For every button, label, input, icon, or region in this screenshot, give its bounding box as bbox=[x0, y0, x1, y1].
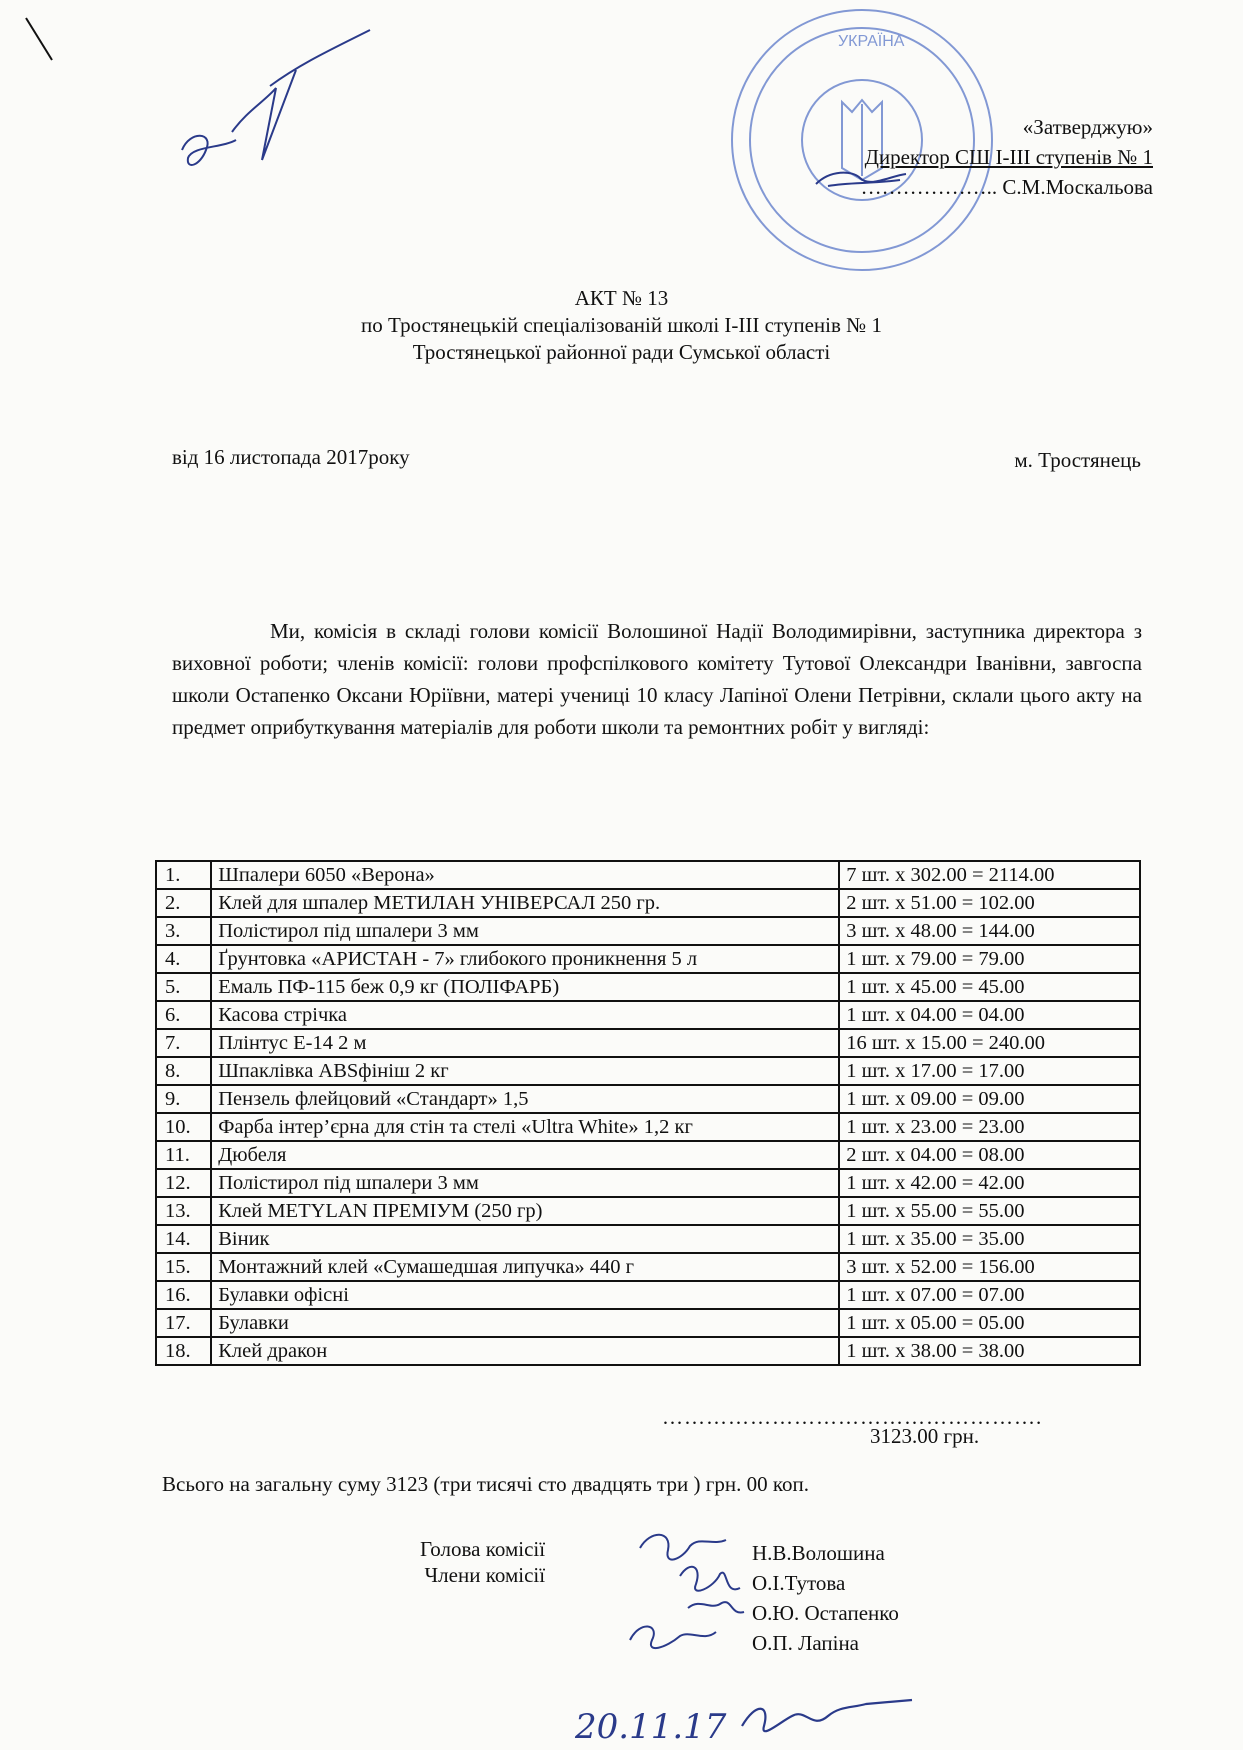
item-name: Клей дракон bbox=[211, 1337, 839, 1365]
signer-name: О.П. Лапіна bbox=[752, 1631, 859, 1655]
commission-signatures bbox=[630, 1535, 744, 1648]
item-name: Пензель флейцовий «Стандарт» 1,5 bbox=[211, 1085, 839, 1113]
sum-value: 3123.00 грн. bbox=[870, 1424, 980, 1448]
item-name: Полістирол під шпалери 3 мм bbox=[211, 917, 839, 945]
table-row bbox=[156, 861, 1140, 889]
table-row bbox=[156, 1169, 1140, 1197]
table-row bbox=[156, 1141, 1140, 1169]
approval-signature-line: ……………….. С.М.Москальова bbox=[860, 175, 1153, 199]
items-table bbox=[155, 860, 1141, 1366]
item-number: 11. bbox=[156, 1141, 211, 1169]
item-number: 6. bbox=[156, 1001, 211, 1029]
total-amount-text: Всього на загальну суму 3123 (три тисячі сто двадцять три ) грн. 00 коп. bbox=[162, 1472, 809, 1496]
table-row bbox=[156, 1197, 1140, 1225]
item-name: Монтажний клей «Сумашедшая липучка» 440 г bbox=[211, 1253, 839, 1281]
table-row bbox=[156, 1281, 1140, 1309]
item-number: 8. bbox=[156, 1057, 211, 1085]
table-row bbox=[156, 1057, 1140, 1085]
table-row bbox=[156, 1001, 1140, 1029]
item-name: Клей METYLAN ПРЕМІУМ (250 гр) bbox=[211, 1197, 839, 1225]
item-calculation: 1 шт. х 38.00 = 38.00 bbox=[839, 1337, 1140, 1365]
item-number: 16. bbox=[156, 1281, 211, 1309]
item-name: Шпалери 6050 «Верона» bbox=[211, 861, 839, 889]
item-name: Булавки bbox=[211, 1309, 839, 1337]
item-calculation: 3 шт. х 52.00 = 156.00 bbox=[839, 1253, 1140, 1281]
table-row bbox=[156, 1309, 1140, 1337]
item-number: 17. bbox=[156, 1309, 211, 1337]
item-calculation: 16 шт. х 15.00 = 240.00 bbox=[839, 1029, 1140, 1057]
table-row bbox=[156, 1253, 1140, 1281]
item-name: Емаль ПФ-115 беж 0,9 кг (ПОЛІФАРБ) bbox=[211, 973, 839, 1001]
approval-label: «Затверджую» bbox=[1022, 115, 1153, 139]
table-row bbox=[156, 1029, 1140, 1057]
document-city: м. Тростянець bbox=[1014, 448, 1141, 472]
approval-block bbox=[861, 112, 1153, 202]
item-name: Віник bbox=[211, 1225, 839, 1253]
signer-name: Н.В.Волошина bbox=[752, 1541, 885, 1565]
item-name: Шпаклівка ABSфініш 2 кг bbox=[211, 1057, 839, 1085]
chair-label: Голова комісії bbox=[420, 1537, 546, 1561]
item-calculation: 1 шт. х 55.00 = 55.00 bbox=[839, 1197, 1140, 1225]
document-date: від 16 листопада 2017року bbox=[172, 445, 410, 469]
item-calculation: 1 шт. х 09.00 = 09.00 bbox=[839, 1085, 1140, 1113]
table-row bbox=[156, 945, 1140, 973]
item-number: 7. bbox=[156, 1029, 211, 1057]
item-calculation: 1 шт. х 35.00 = 35.00 bbox=[839, 1225, 1140, 1253]
item-name: Касова стрічка bbox=[211, 1001, 839, 1029]
corner-mark bbox=[26, 18, 52, 60]
item-name: Дюбеля bbox=[211, 1141, 839, 1169]
sum-dots: ……………………………………………. bbox=[662, 1405, 1043, 1429]
item-calculation: 2 шт. х 51.00 = 102.00 bbox=[839, 889, 1140, 917]
table-row bbox=[156, 1085, 1140, 1113]
signer-name: О.Ю. Остапенко bbox=[752, 1601, 899, 1625]
item-name: Полістирол під шпалери 3 мм bbox=[211, 1169, 839, 1197]
item-calculation: 1 шт. х 17.00 = 17.00 bbox=[839, 1057, 1140, 1085]
svg-text:УКРАЇНА: УКРАЇНА bbox=[838, 33, 905, 50]
signature-roles bbox=[420, 1536, 545, 1588]
item-calculation: 1 шт. х 45.00 = 45.00 bbox=[839, 973, 1140, 1001]
approval-position: Директор СШ І-ІІІ ступенів № 1 bbox=[864, 145, 1153, 169]
document-subtitle-2: Тростянецької районної ради Сумської області bbox=[412, 340, 831, 364]
item-number: 3. bbox=[156, 917, 211, 945]
item-number: 4. bbox=[156, 945, 211, 973]
item-number: 14. bbox=[156, 1225, 211, 1253]
item-calculation: 2 шт. х 04.00 = 08.00 bbox=[839, 1141, 1140, 1169]
resolution-signature bbox=[182, 30, 370, 165]
item-name: Фарба інтер’єрна для стін та стелі «Ultra White» 1,2 кг bbox=[211, 1113, 839, 1141]
signature-names bbox=[752, 1538, 899, 1658]
table-row bbox=[156, 1225, 1140, 1253]
item-name: Ґрунтовка «АРИСТАН - 7» глибокого проникнення 5 л bbox=[211, 945, 839, 973]
item-calculation: 1 шт. х 07.00 = 07.00 bbox=[839, 1281, 1140, 1309]
svg-text:20.11.17: 20.11.17 bbox=[575, 1707, 727, 1747]
document-header bbox=[0, 285, 1243, 366]
signer-name: О.І.Тутова bbox=[752, 1571, 846, 1595]
document-subtitle-1: по Тростянецькій спеціалізованій школі І-ІІІ ступенів № 1 bbox=[361, 313, 882, 337]
item-number: 18. bbox=[156, 1337, 211, 1365]
table-row bbox=[156, 917, 1140, 945]
item-calculation: 3 шт. х 48.00 = 144.00 bbox=[839, 917, 1140, 945]
intro-paragraph: Ми, комісія в складі голови комісії Волошиної Надії Володимирівни, заступника директора з виховної роботи; членів комісії: голови профспілкового комітету Тутової Олександри Іванівни, завгоспа школи Остапенко Оксани Юріївни, матері учениці 10 класу Лапіної Олени Петрівни, склали цього акту на предмет оприбуткування матеріалів для роботи школи та ремонтних робіт у вигляді: bbox=[172, 619, 1142, 739]
table-row bbox=[156, 973, 1140, 1001]
item-calculation: 7 шт. х 302.00 = 2114.00 bbox=[839, 861, 1140, 889]
members-label: Члени комісії bbox=[424, 1563, 546, 1587]
item-name: Клей для шпалер МЕТИЛАН УНІВЕРСАЛ 250 гр. bbox=[211, 889, 839, 917]
handwritten-date bbox=[574, 1700, 912, 1747]
item-number: 10. bbox=[156, 1113, 211, 1141]
table-row bbox=[156, 1337, 1140, 1365]
item-calculation: 1 шт. х 42.00 = 42.00 bbox=[839, 1169, 1140, 1197]
item-name: Плінтус Е-14 2 м bbox=[211, 1029, 839, 1057]
table-row bbox=[156, 889, 1140, 917]
item-calculation: 1 шт. х 23.00 = 23.00 bbox=[839, 1113, 1140, 1141]
item-calculation: 1 шт. х 05.00 = 05.00 bbox=[839, 1309, 1140, 1337]
item-calculation: 1 шт. х 04.00 = 04.00 bbox=[839, 1001, 1140, 1029]
item-number: 13. bbox=[156, 1197, 211, 1225]
item-number: 2. bbox=[156, 889, 211, 917]
item-number: 15. bbox=[156, 1253, 211, 1281]
table-row bbox=[156, 1113, 1140, 1141]
item-number: 9. bbox=[156, 1085, 211, 1113]
item-number: 12. bbox=[156, 1169, 211, 1197]
items-table-body bbox=[156, 861, 1140, 1365]
document-title: АКТ № 13 bbox=[574, 286, 669, 310]
item-name: Булавки офісні bbox=[211, 1281, 839, 1309]
item-number: 5. bbox=[156, 973, 211, 1001]
item-number: 1. bbox=[156, 861, 211, 889]
item-calculation: 1 шт. х 79.00 = 79.00 bbox=[839, 945, 1140, 973]
